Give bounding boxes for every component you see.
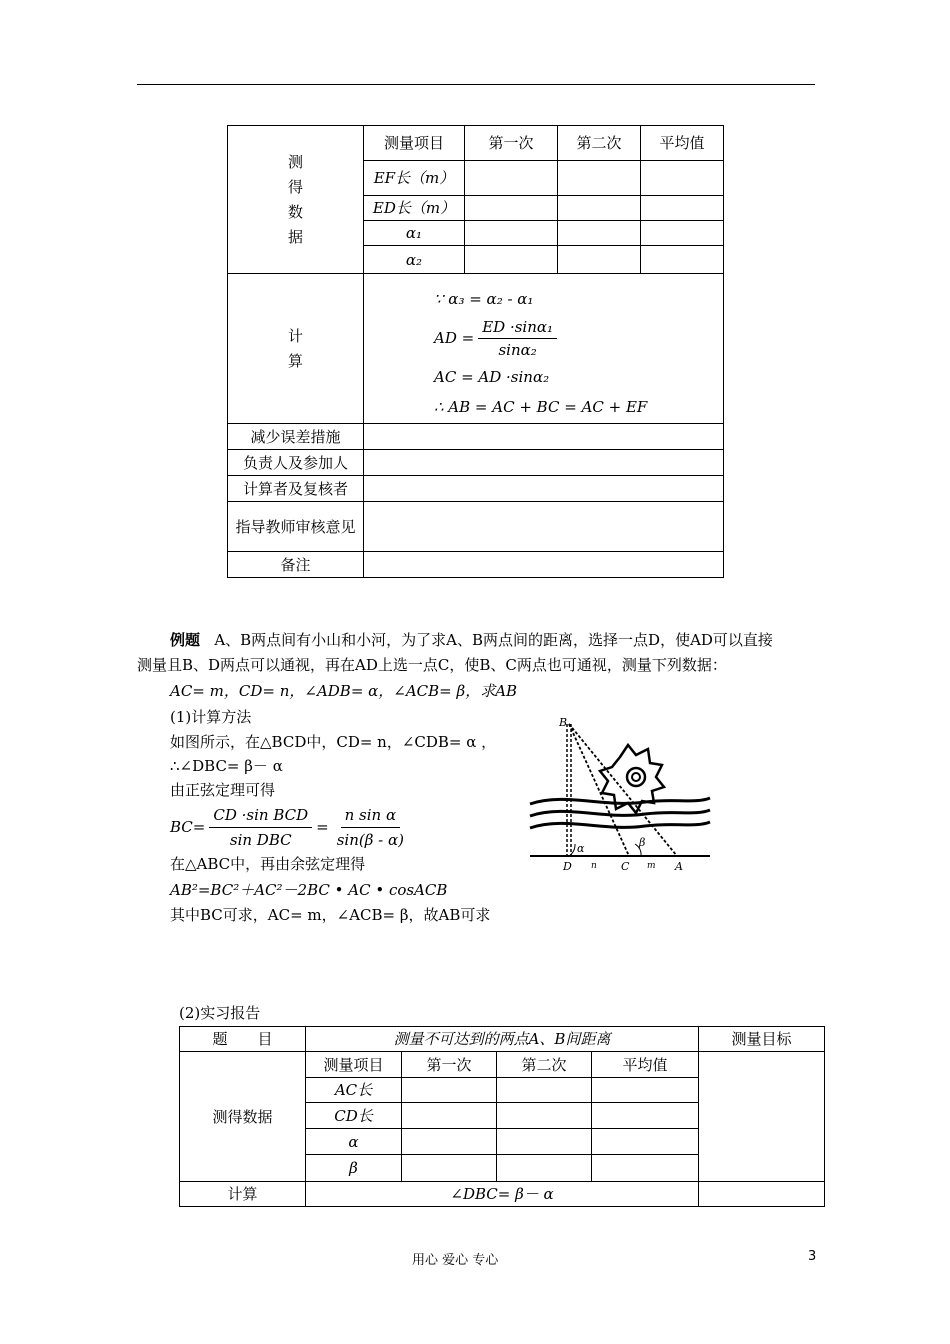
row-responsible: 负责人及参加人 [228, 450, 364, 476]
example-line-3: AC= m，CD= n，∠ADB= α，∠ACB= β，求AB [170, 682, 518, 700]
label-beta: β [639, 836, 646, 849]
cell[interactable] [558, 221, 641, 246]
bc-formula: BC= $\frac{\text{CD ·sin BCD}}{\text{sin DBC}}$ = $\frac{\text{n sin α}}{\sin(\beta - \alpha)}$ [170, 805, 404, 849]
col-header-first: 第一次 [465, 126, 558, 161]
cell[interactable] [364, 552, 724, 578]
row-teacher-review: 指导教师审核意见 [228, 502, 364, 552]
row-label-ed: ED长（m） [364, 196, 465, 221]
goal-cell[interactable] [699, 1052, 825, 1182]
col-header-second: 第二次 [558, 126, 641, 161]
col-header-average: 平均值 [641, 126, 724, 161]
header-rule [137, 84, 815, 85]
row-label-ef: EF长（m） [364, 161, 465, 196]
col-header-second: 第二次 [497, 1052, 592, 1078]
cell[interactable] [558, 196, 641, 221]
cosine-formula: AB²=BC²＋AC²－2BC • AC • cosACB [170, 881, 448, 899]
cell[interactable] [465, 246, 558, 274]
cell[interactable] [592, 1078, 699, 1103]
calc-line-3: AC = AD ·sinα₂ [434, 368, 550, 386]
label-b: B [559, 716, 568, 729]
cell[interactable] [497, 1129, 592, 1155]
row-notes: 备注 [228, 552, 364, 578]
cell[interactable] [364, 502, 724, 552]
topic-value: 测量不可达到的两点A、B间距离 [306, 1027, 699, 1052]
cell[interactable] [641, 246, 724, 274]
cell[interactable] [641, 161, 724, 196]
cell[interactable] [465, 196, 558, 221]
example-line-2: 测量且B、D两点可以通视，再在AD上选一点C，使B、C两点也可通视，测量下列数据： [137, 656, 727, 674]
footer-slogan: 用心 爱心 专心 [412, 1253, 499, 1268]
row-label-alpha: α [306, 1129, 402, 1155]
col-header-item: 测量项目 [306, 1052, 402, 1078]
cell[interactable] [402, 1103, 497, 1129]
cell[interactable] [402, 1129, 497, 1155]
label-m: m [647, 861, 656, 871]
calc-label: 计算 [180, 1182, 306, 1207]
group-label-measured: 测得数据 [180, 1052, 306, 1182]
measurement-table-1 [227, 125, 724, 578]
calc-line-4: ∴ AB = AC + BC = AC + EF [434, 398, 648, 416]
row-label-alpha1: α₁ [364, 221, 465, 246]
measurement-table-2 [179, 1026, 825, 1207]
report-heading: (2)实习报告 [179, 1004, 261, 1022]
calc-line-1: ∵ α₃ = α₂ - α₁ [434, 290, 534, 308]
method-heading: (1)计算方法 [170, 708, 252, 726]
row-reduce-error: 减少误差措施 [228, 424, 364, 450]
cell[interactable] [497, 1103, 592, 1129]
cell[interactable] [465, 161, 558, 196]
label-d: D [563, 860, 572, 873]
method-line-2: ∴∠DBC= β－ α [170, 757, 283, 775]
cell[interactable] [497, 1078, 592, 1103]
cell[interactable] [402, 1078, 497, 1103]
example-line-1: 例题 A、B两点间有小山和小河，为了求A、B两点间的距离，选择一点D，使AD可以直接 [170, 631, 773, 649]
geometry-figure [525, 712, 715, 877]
label-a: A [675, 860, 683, 873]
row-label-beta: β [306, 1155, 402, 1182]
cell[interactable] [592, 1129, 699, 1155]
goal-label: 测量目标 [699, 1027, 825, 1052]
cell[interactable] [364, 476, 724, 502]
page-number: 3 [808, 1249, 817, 1264]
calc-formulas [364, 274, 724, 424]
calc-label: 计 算 [228, 274, 364, 424]
topic-label: 题 目 [180, 1027, 306, 1052]
calc-line-2: AD = $\frac{\text{ED ·sinα₁}}{\text{sinα₂}}$ [434, 314, 723, 362]
label-n: n [591, 861, 597, 871]
cell[interactable] [641, 196, 724, 221]
col-header-average: 平均值 [592, 1052, 699, 1078]
cell[interactable] [558, 246, 641, 274]
method-line-5: 其中BC可求，AC= m，∠ACB= β，故AB可求 [170, 906, 491, 924]
cell[interactable] [364, 424, 724, 450]
method-line-1: 如图所示，在△BCD中，CD= n，∠CDB= α ， [170, 733, 497, 751]
label-alpha: α [577, 842, 585, 855]
cell[interactable] [699, 1182, 825, 1207]
cell[interactable] [641, 221, 724, 246]
cell[interactable] [465, 221, 558, 246]
calc-value: ∠DBC= β－ α [306, 1182, 699, 1207]
cell[interactable] [364, 450, 724, 476]
group-label-measured-data: 测 得 数 据 [228, 126, 364, 274]
col-header-item: 测量项目 [364, 126, 465, 161]
cell[interactable] [592, 1155, 699, 1182]
cell[interactable] [592, 1103, 699, 1129]
label-c: C [621, 860, 630, 873]
row-calculator: 计算者及复核者 [228, 476, 364, 502]
method-line-3: 由正弦定理可得 [170, 781, 276, 799]
cell[interactable] [558, 161, 641, 196]
method-line-4: 在△ABC中，再由余弦定理得 [170, 855, 366, 873]
col-header-first: 第一次 [402, 1052, 497, 1078]
cell[interactable] [497, 1155, 592, 1182]
cell[interactable] [402, 1155, 497, 1182]
row-label-alpha2: α₂ [364, 246, 465, 274]
row-label-ac: AC长 [306, 1078, 402, 1103]
row-label-cd: CD长 [306, 1103, 402, 1129]
